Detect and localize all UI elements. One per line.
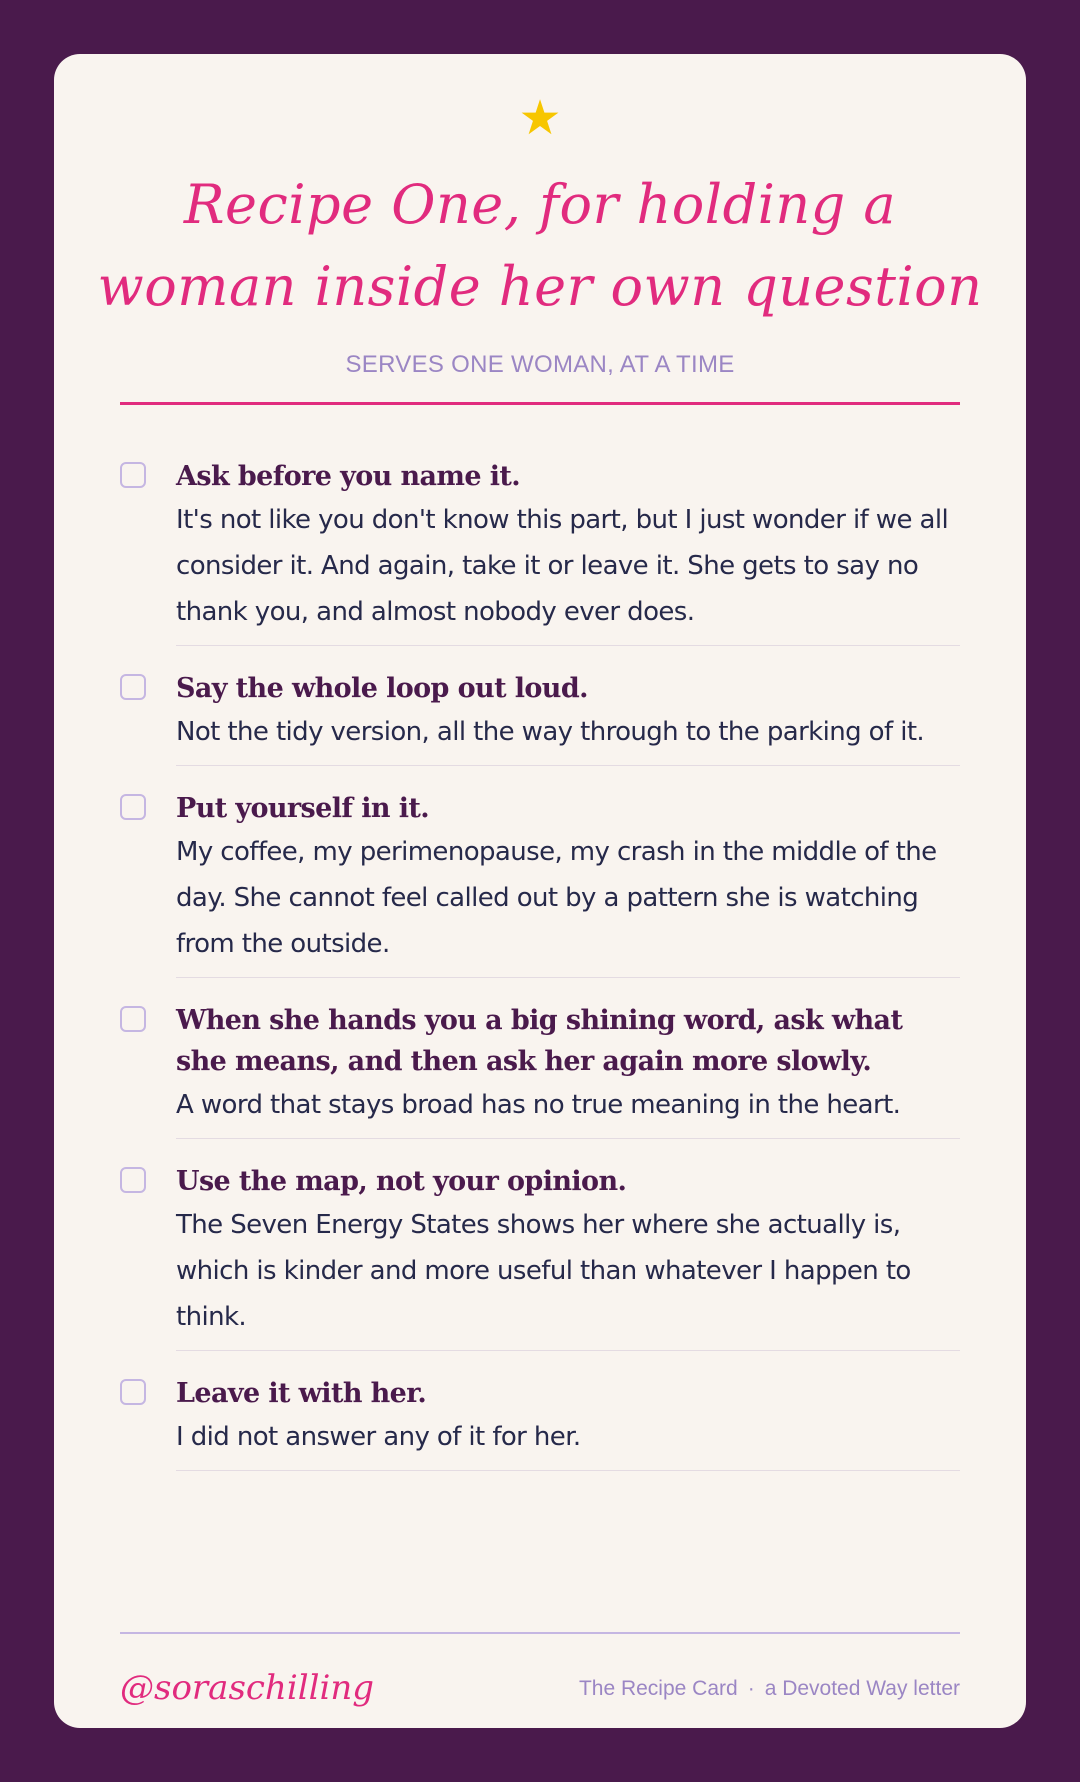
step-item xyxy=(120,978,960,1128)
step-body: A word that stays broad has no true meaning in the heart. xyxy=(176,1090,901,1120)
step-title: Use the map, not your opinion. xyxy=(176,1166,627,1197)
checkbox-icon[interactable] xyxy=(120,1379,146,1405)
checkbox-icon[interactable] xyxy=(120,794,146,820)
step-body: I did not answer any of it for her. xyxy=(176,1422,581,1452)
letter-name: a Devoted Way letter xyxy=(764,1677,960,1700)
recipe-card xyxy=(54,54,1026,1728)
checkbox-icon[interactable] xyxy=(120,674,146,700)
footer-credit xyxy=(579,1674,960,1704)
step-body: My coffee, my perimenopause, my crash in the middle of the day. She cannot feel called out by a pattern she is watching from the outside. xyxy=(176,837,937,959)
author-handle[interactable]: @soraschilling xyxy=(120,1668,374,1708)
step-body: The Seven Energy States shows her where she actually is, which is kinder and more useful than whatever I happen to think. xyxy=(176,1210,911,1332)
checkbox-icon[interactable] xyxy=(120,462,146,488)
step-body: It's not like you don't know this part, but I just wonder if we all consider it. And again, take it or leave it. She gets to say no thank you, and almost nobody ever does. xyxy=(176,505,949,627)
step-item xyxy=(120,452,960,635)
title-divider xyxy=(120,402,960,405)
series-name: The Recipe Card xyxy=(578,1677,738,1700)
step-item xyxy=(120,766,960,967)
card-title: Recipe One, for holding a woman inside her own question xyxy=(97,173,983,318)
step-item xyxy=(120,1139,960,1340)
step-item xyxy=(120,1351,960,1460)
card-subtitle: SERVES ONE WOMAN, AT A TIME xyxy=(345,351,735,378)
step-title: Leave it with her. xyxy=(176,1378,427,1409)
step-title: Put yourself in it. xyxy=(176,793,430,824)
star-icon: ★ xyxy=(518,90,562,146)
step-title: When she hands you a big shining word, ask what she means, and then ask her again more slowly. xyxy=(176,1005,903,1077)
steps-list xyxy=(120,452,960,1471)
step-title: Say the whole loop out loud. xyxy=(176,673,588,704)
footer-divider xyxy=(120,1632,960,1634)
checkbox-icon[interactable] xyxy=(120,1006,146,1032)
checkbox-icon[interactable] xyxy=(120,1167,146,1193)
step-body: Not the tidy version, all the way through to the parking of it. xyxy=(176,717,925,747)
step-item xyxy=(120,646,960,755)
step-title: Ask before you name it. xyxy=(176,461,521,492)
step-divider xyxy=(176,1470,960,1471)
footer-separator: · xyxy=(747,1677,755,1700)
